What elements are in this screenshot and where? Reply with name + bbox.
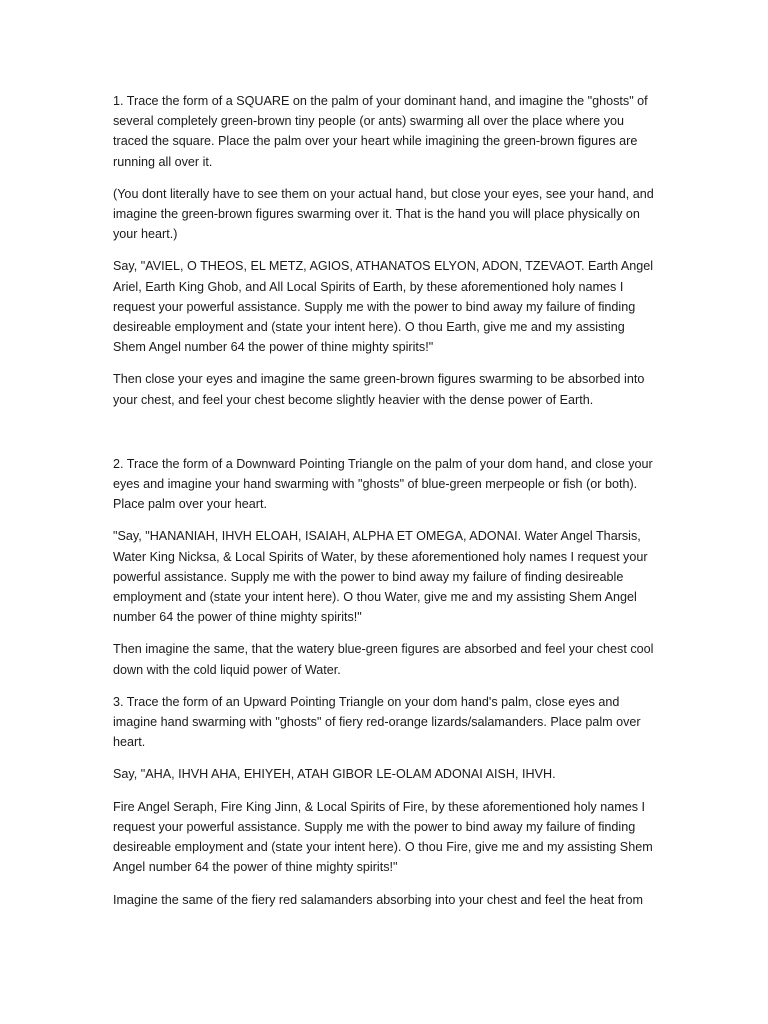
paragraph-9-fire-names: Say, "AHA, IHVH AHA, EHIYEH, ATAH GIBOR LE-OLAM ADONAI AISH, IHVH. [113, 767, 556, 782]
paragraph-10-fire-invocation: Fire Angel Seraph, Fire King Jinn, & Local Spirits of Fire, by these aforementioned holy names I request your powerful assistance. Supply me with the power to bind away my failure of finding desireable employment and (state your intent here). O thou Fire, give me and my assisting Shem Angel number 64 the power of thine mighty spirits!" [113, 799, 653, 875]
paragraph-5-water-triangle: 2. Trace the form of a Downward Pointing Triangle on the palm of your dom hand, and close your eyes and imagine your hand swarming with "ghosts" of blue-green merpeople or fish (or both). Place palm over your heart. [113, 456, 653, 512]
section-gap [113, 422, 658, 454]
paragraph-4-earth-absorb: Then close your eyes and imagine the same green-brown figures swarming to be absorbed into your chest, and feel your chest become slightly heavier with the dense power of Earth. [113, 372, 645, 407]
paragraph-3-earth-invocation: Say, "AVIEL, O THEOS, EL METZ, AGIOS, ATHANATOS ELYON, ADON, TZEVAOT. Earth Angel Ariel, Earth King Ghob, and All Local Spirits of Earth, by these aforementioned holy names I request your powerful assistance. Supply me with the power to bind away my failure of finding desireable employment and (state your intent here). O thou Earth, give me and my assisting Shem Angel number 64 the power of thine mighty spirits!" [113, 259, 654, 355]
paragraph-11-fire-absorb: Imagine the same of the fiery red salamanders absorbing into your chest and feel the heat from [113, 892, 643, 907]
paragraph-2-earth-note: (You dont literally have to see them on your actual hand, but close your eyes, see your hand, and imagine the green-brown figures swarming over it. That is the hand you will place physically on your heart.) [113, 186, 654, 242]
document-body [113, 91, 658, 922]
paragraph-6-water-invocation: "Say, "HANANIAH, IHVH ELOAH, ISAIAH, ALPHA ET OMEGA, ADONAI. Water Angel Tharsis, Water King Nicksa, & Local Spirits of Water, by these aforementioned holy names I request your powerful assistance. Supply me with the power to bind away my failure of finding desireable employment and (state your intent here). O thou Water, give me and my assisting Shem Angel number 64 the power of thine mighty spirits!" [113, 529, 648, 625]
paragraph-7-water-absorb: Then imagine the same, that the watery blue-green figures are absorbed and feel your chest cool down with the cold liquid power of Water. [113, 642, 654, 677]
paragraph-1-earth-square: 1. Trace the form of a SQUARE on the palm of your dominant hand, and imagine the "ghosts" of several completely green-brown tiny people (or ants) swarming all over the place where you traced the square. Place the palm over your heart while imagining the green-brown figures are running all over it. [113, 94, 648, 169]
paragraph-8-fire-triangle: 3. Trace the form of an Upward Pointing Triangle on your dom hand's palm, close eyes and imagine hand swarming with "ghosts" of fiery red-orange lizards/salamanders. Place palm over heart. [113, 694, 641, 750]
